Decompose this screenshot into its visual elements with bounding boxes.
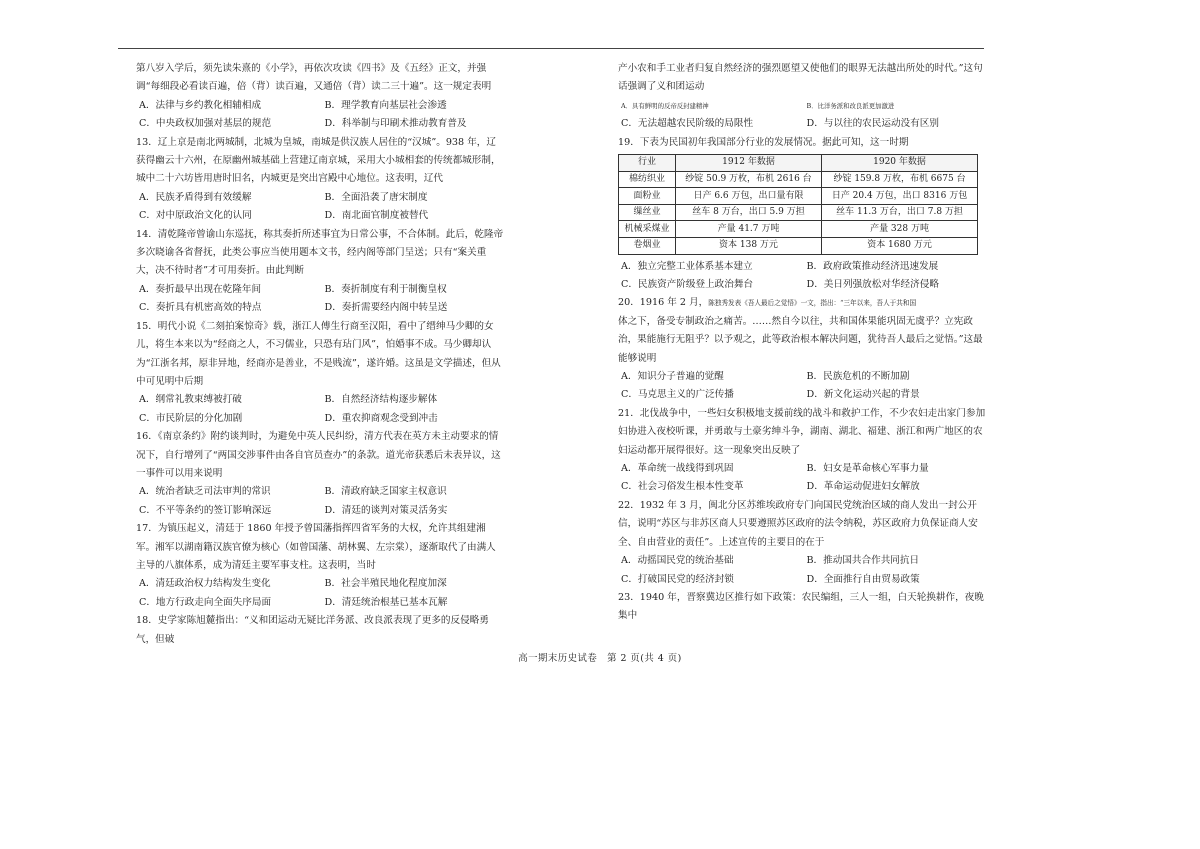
question-21-options — [618, 460, 986, 497]
header-rule — [118, 48, 984, 49]
q17-option-c[interactable]: C．地方行政走向全面失序局面 — [139, 596, 272, 608]
q16-option-c[interactable]: C．不平等条约的签订影响深远 — [139, 504, 272, 516]
q15-option-b[interactable]: B．自然经济结构逐步解体 — [324, 394, 438, 406]
question-12-options — [136, 97, 504, 134]
table-header-cell: 1912 年数据 — [675, 155, 821, 172]
question-15-options — [136, 391, 504, 428]
question-14: 14．清乾隆帝曾谕山东巡抚，称其奏折所述事宜为日常公事，不合体制。此后，乾隆帝多次晓谕各省督抚，此类公事应当使用题本文书，经内阁等部门呈送；只有“案关重大，决不待时者”才可用奏折。由此判断 — [136, 228, 504, 277]
q18-option-c[interactable]: C．无法超越农民阶级的局限性 — [621, 118, 754, 130]
question-15: 15．明代小说《二刻拍案惊奇》载，浙江人傅生行商至汉阳，看中了缙绅马少卿的女儿，将生本来以为“经商之人，不习儒业，只恐有玷门风”，怕婚事不成。马少卿却认为“江浙名邦，原非异地，经商亦是善业，不是贱流”，遂许婚。这虽是文学描述，但从中可见明中后期 — [136, 320, 501, 387]
q22-option-c[interactable]: C．打破国民党的经济封锁 — [621, 573, 734, 585]
table-header-cell: 行业 — [619, 155, 676, 172]
question-20-options — [618, 368, 986, 405]
q20-option-b[interactable]: B．民族危机的不断加剧 — [806, 371, 910, 383]
q12-option-c[interactable]: C．中央政权加强对基层的规范 — [139, 118, 272, 130]
q20-rest: 体之下，备受专制政治之痛苦。……然自今以往，共和国体果能巩固无虞乎？立宪政治，果能施行无阻乎？以予观之，此等政治根本解决问题，犹待吾人最后之觉悟。”这最能够说明 — [618, 315, 983, 364]
question-19-options — [618, 258, 986, 295]
table-row — [619, 188, 978, 205]
page-footer: 高一期末历史试卷 第 2 页(共 4 页) — [518, 653, 682, 664]
question-16: 16．《南京条约》附约谈判时，为避免中英人民纠纷，清方代表在英方未主动要求的情况下，自行增列了“两国交涉事件由各自官员查办”的条款。道光帝获悉后未表异议，这一事件可以用来说明 — [136, 431, 501, 479]
table-cell: 机械采煤业 — [619, 221, 676, 238]
q20-option-d[interactable]: D．新文化运动兴起的背景 — [806, 389, 920, 401]
q18-option-b[interactable]: B．比洋务派和改良派更加激进 — [806, 101, 895, 110]
q13-option-c[interactable]: C．对中原政治文化的认同 — [139, 210, 252, 222]
q17-option-d[interactable]: D．清廷统治根基已基本瓦解 — [324, 596, 448, 608]
question-16-options — [136, 483, 504, 520]
table-cell: 资本 1680 万元 — [822, 238, 978, 255]
question-17-options — [136, 575, 504, 612]
q18-option-d[interactable]: D．与以往的农民运动没有区别 — [806, 118, 939, 130]
q15-option-d[interactable]: D．重农抑商观念受到冲击 — [324, 412, 438, 424]
table-row — [619, 238, 978, 255]
q15-option-c[interactable]: C．市民阶层的分化加剧 — [139, 412, 243, 424]
question-17: 17．为镇压起义，清廷于 1860 年授予曾国藩指挥四省军务的大权，允许其组建湘军。湘军以湖南籍汉族官僚为核心（如曾国藩、胡林翼、左宗棠），逐渐取代了由满人主导的八旗体系，成为清廷主要军事支柱。这表明，当时 — [136, 523, 496, 571]
q13-option-b[interactable]: B．全面沿袭了唐宋制度 — [324, 191, 428, 203]
table-cell: 丝车 11.3 万台，出口 7.8 万担 — [822, 204, 978, 221]
table-cell: 纱锭 159.8 万枚，布机 6675 台 — [822, 171, 978, 188]
q22-option-a[interactable]: A．动摇国民党的统治基础 — [621, 555, 734, 567]
question-13-options — [136, 189, 504, 226]
table-cell: 卷烟业 — [619, 238, 676, 255]
table-cell: 资本 138 万元 — [675, 238, 821, 255]
table-row — [619, 221, 978, 238]
q21-option-a[interactable]: A．革命统一战线得到巩固 — [621, 463, 734, 475]
question-19: 19．下表为民国初年我国部分行业的发展情况。据此可知，这一时期 — [618, 136, 909, 148]
question-18: 18．史学家陈旭麓指出：“义和团运动无疑比洋务派、改良派表现了更多的反侵略勇气，但破 — [136, 615, 489, 645]
table-cell: 日产 6.6 万包，出口量有限 — [675, 188, 821, 205]
table-cell: 产量 328 万吨 — [822, 221, 978, 238]
q19-option-b[interactable]: B．政府政策推动经济迅速发展 — [806, 260, 939, 272]
q16-option-d[interactable]: D．清廷的谈判对策灵活务实 — [324, 504, 448, 516]
table-header-cell: 1920 年数据 — [822, 155, 978, 172]
table-header-row — [619, 155, 978, 172]
question-21: 21．北伐战争中，一些妇女积极地支援前线的战斗和救护工作，不少农妇走出家门参加妇协进入夜校听课，并勇敢与土豪劣绅斗争，湖南、湖北、福建、浙江和两广地区的农妇运动都开展得很好。这一现象突出反映了 — [618, 407, 986, 456]
q20-option-c[interactable]: C．马克思主义的广泛传播 — [621, 389, 734, 401]
q20-lead: 20．1916 年 2 月， — [618, 297, 709, 309]
right-column — [618, 60, 986, 626]
q19-option-d[interactable]: D．美日列强放松对华经济侵略 — [806, 279, 939, 290]
table-cell: 缫丝业 — [619, 204, 676, 221]
question-20 — [618, 294, 986, 368]
q12-option-d[interactable]: D．科举制与印刷术推动教育普及 — [324, 118, 467, 130]
q20-option-a[interactable]: A．知识分子普遍的觉醒 — [621, 371, 724, 383]
question-18-tail: 产小农和手工业者归复自然经济的强烈愿望又使他们的眼界无法越出所处的时代。”这句话强调了义和团运动 — [618, 63, 983, 93]
table-cell: 产量 41.7 万吨 — [675, 221, 821, 238]
question-13: 13．辽上京是南北两城制，北城为皇城，南城是供汉族人居住的“汉城”。938 年，辽获得幽云十六州，在原幽州城基础上营建辽南京城，采用大小城相套的传统都城形制，城中二十六坊皆用唐时旧名，内城更是突出宫殿中心地位。这表明，辽代 — [136, 136, 501, 185]
table-cell: 棉纺织业 — [619, 171, 676, 188]
q14-option-c[interactable]: C．奏折具有机密高效的特点 — [139, 302, 262, 314]
table-cell: 丝车 8 万台，出口 5.9 万担 — [675, 204, 821, 221]
q12-option-b[interactable]: B．理学教育向基层社会渗透 — [324, 99, 447, 111]
question-12-tail: 第八岁入学后，须先读朱熹的《小学》，再依次攻读《四书》及《五经》正文，并强调“每细段必看读百遍，倍（背）读百遍，又通倍（背）读二三十遍”。这一规定表明 — [136, 63, 492, 93]
q22-option-b[interactable]: B．推动国共合作共同抗日 — [806, 555, 920, 567]
table-cell: 纱锭 50.9 万枚，布机 2616 台 — [675, 171, 821, 188]
q18-option-a[interactable]: A．具有鲜明的反帝反封建精神 — [621, 101, 709, 110]
question-18-options — [618, 97, 986, 134]
q19-option-a[interactable]: A．独立完整工业体系基本建立 — [621, 260, 753, 272]
q21-option-b[interactable]: B．妇女是革命核心军事力量 — [806, 463, 929, 475]
q15-option-a[interactable]: A．纲常礼教束缚被打破 — [139, 394, 242, 406]
table-cell: 面粉业 — [619, 188, 676, 205]
q20-small-text: 陈独秀发表《吾人最后之觉悟》一文，指出：“三年以来，吾人于共和国 — [708, 299, 917, 308]
question-22-options — [618, 552, 986, 589]
q17-option-a[interactable]: A．清廷政治权力结构发生变化 — [139, 578, 271, 590]
q16-option-a[interactable]: A．统治者缺乏司法审判的常识 — [139, 486, 271, 498]
q21-option-c[interactable]: C．社会习俗发生根本性变革 — [621, 481, 744, 493]
q13-option-a[interactable]: A．民族矛盾得到有效缓解 — [139, 191, 252, 203]
question-14-options — [136, 281, 504, 318]
table-row — [619, 171, 978, 188]
q13-option-d[interactable]: D．南北面官制度被替代 — [324, 210, 429, 222]
industry-data-table — [618, 154, 978, 255]
q14-option-b[interactable]: B．奏折制度有利于制衡皇权 — [324, 283, 447, 295]
table-cell: 日产 20.4 万包，出口 8316 万包 — [822, 188, 978, 205]
q16-option-b[interactable]: B．清政府缺乏国家主权意识 — [324, 486, 447, 498]
q17-option-b[interactable]: B．社会半殖民地化程度加深 — [324, 578, 447, 590]
q14-option-d[interactable]: D．奏折需要经内阁中转呈送 — [324, 302, 448, 314]
q22-option-d[interactable]: D．全面推行自由贸易政策 — [806, 573, 920, 585]
q14-option-a[interactable]: A．奏折最早出现在乾隆年间 — [139, 283, 262, 295]
q19-option-c[interactable]: C．民族资产阶级登上政治舞台 — [621, 279, 754, 290]
left-column — [136, 60, 504, 649]
q21-option-d[interactable]: D．革命运动促进妇女解放 — [806, 481, 920, 493]
table-row — [619, 204, 978, 221]
question-23: 23．1940 年，晋察冀边区推行如下政策：农民编组，三人一组，白天轮换耕作，夜晚集中 — [618, 591, 984, 622]
question-22: 22．1932 年 3 月，闽北分区苏维埃政府专门向国民党统治区域的商人发出一封公开信，说明“苏区与非苏区商人只要遵照苏区政府的法令纳税，苏区政府力负保证商人安全、自由营业的责任”。上述宣传的主要目的在于 — [618, 499, 978, 548]
q12-option-a[interactable]: A．法律与乡约教化相辅相成 — [139, 99, 262, 111]
